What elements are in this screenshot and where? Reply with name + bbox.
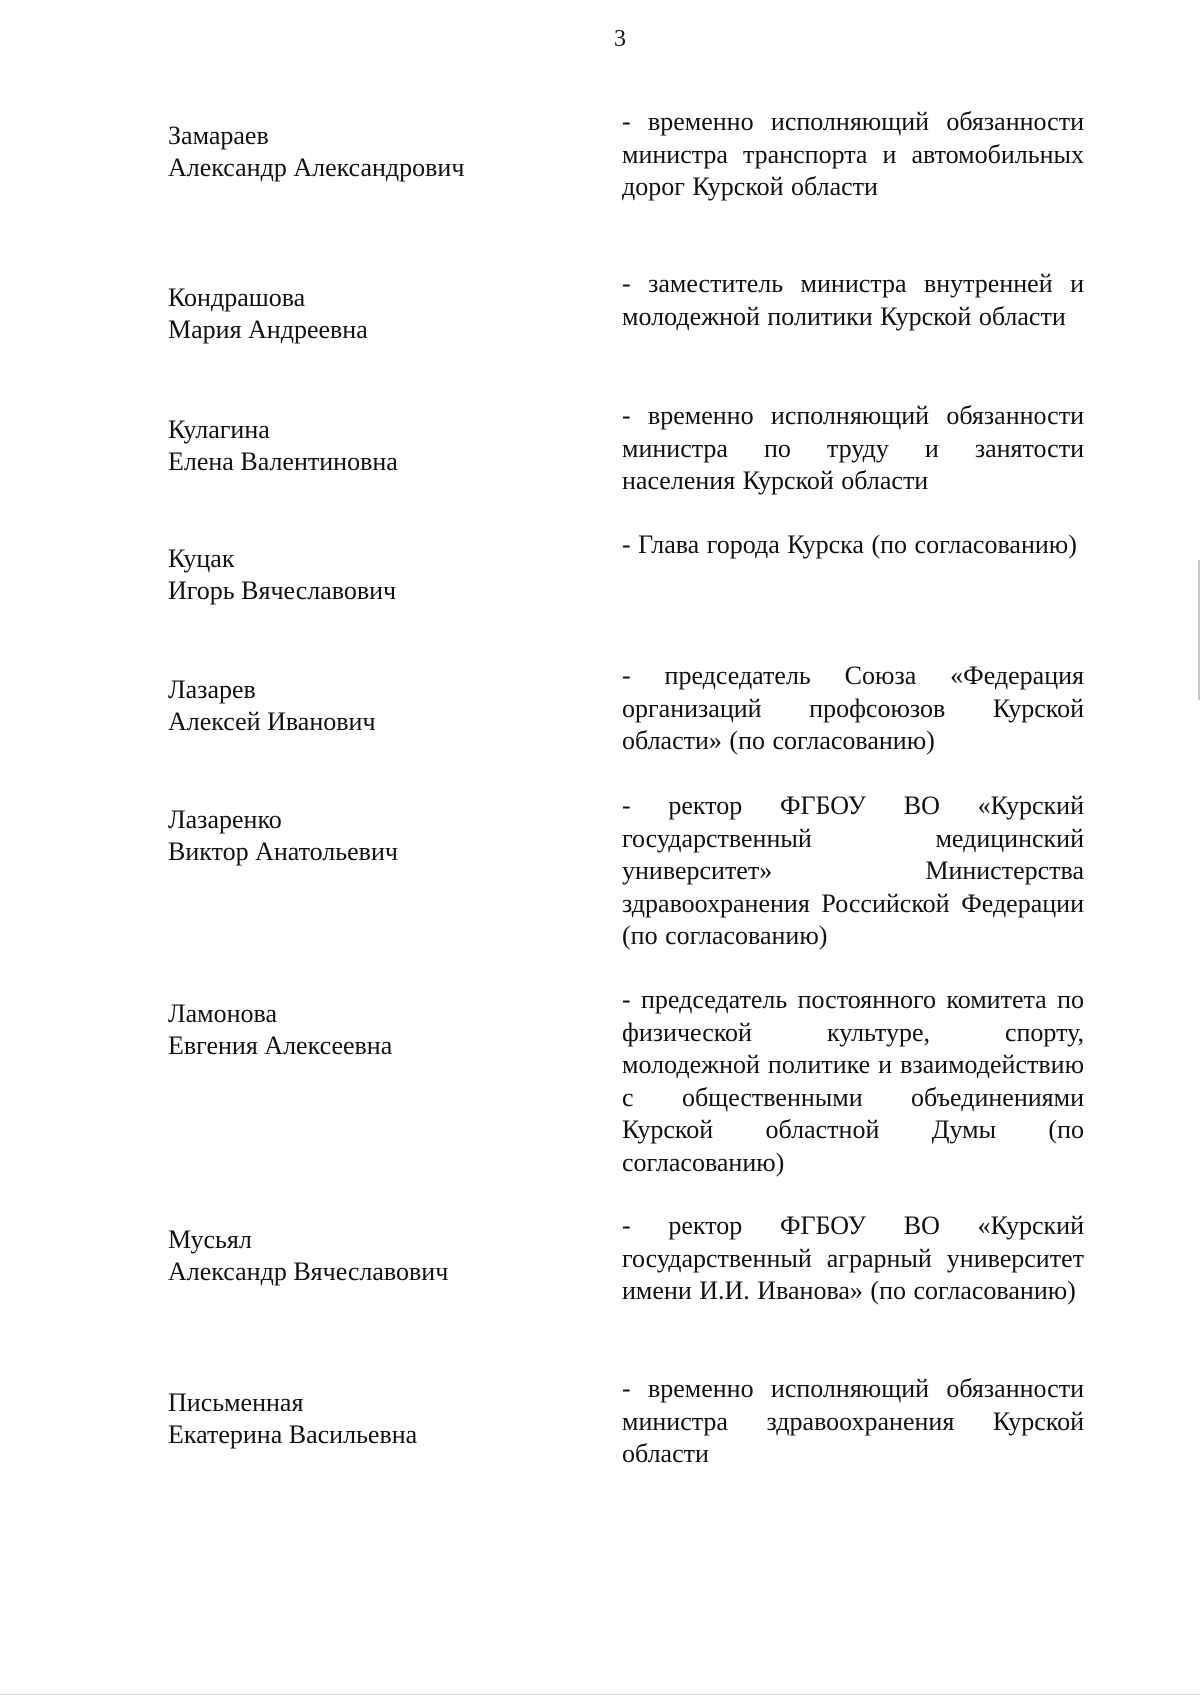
- member-given-names: Александр Вячеславович: [168, 1257, 449, 1286]
- member-position: - председатель Союза «Федерация организаций профсоюзов Курской области» (по согласованию): [622, 661, 1084, 755]
- member-name: [168, 120, 588, 184]
- member-surname: Куцак: [168, 544, 235, 573]
- member-name: [168, 674, 588, 738]
- member-position: - временно исполняющий обязанности министра транспорта и автомобильных дорог Курской области: [622, 107, 1084, 201]
- member-name: [168, 282, 588, 346]
- member-name: [168, 1224, 588, 1288]
- member-given-names: Игорь Вячеславович: [168, 576, 397, 605]
- member-position: - ректор ФГБОУ ВО «Курский государственный аграрный университет имени И.И. Иванова» (по согласованию): [622, 1211, 1084, 1305]
- member-surname: Лазарев: [168, 675, 256, 704]
- member-surname: Кулагина: [168, 415, 270, 444]
- member-name: [168, 804, 588, 868]
- member-given-names: Евгения Алексеевна: [168, 1031, 393, 1060]
- member-surname: Мусьял: [168, 1225, 252, 1254]
- member-surname: Кондрашова: [168, 283, 306, 312]
- member-surname: Письменная: [168, 1388, 304, 1417]
- member-name: [168, 1387, 588, 1451]
- member-surname: Ламонова: [168, 999, 278, 1028]
- member-given-names: Мария Андреевна: [168, 315, 368, 344]
- scan-bottom-rule: [0, 1694, 1200, 1695]
- page-number: 3: [614, 26, 626, 52]
- member-name: [168, 543, 588, 607]
- member-name: [168, 998, 588, 1062]
- member-position: - ректор ФГБОУ ВО «Курский государственный медицинский университет» Министерства здравоохранения Российской Федерации (по согласованию): [622, 791, 1084, 950]
- member-given-names: Виктор Анатольевич: [168, 837, 398, 866]
- member-position: - временно исполняющий обязанности министра здравоохранения Курской области: [622, 1374, 1084, 1468]
- member-surname: Лазаренко: [168, 805, 282, 834]
- member-position: - заместитель министра внутренней и молодежной политики Курской области: [622, 269, 1084, 331]
- member-given-names: Екатерина Васильевна: [168, 1420, 418, 1449]
- member-given-names: Алексей Иванович: [168, 707, 376, 736]
- member-position: - временно исполняющий обязанности министра по труду и занятости населения Курской области: [622, 401, 1084, 495]
- member-name: [168, 414, 588, 478]
- member-given-names: Александр Александрович: [168, 153, 465, 182]
- member-given-names: Елена Валентиновна: [168, 447, 398, 476]
- member-position: - председатель постоянного комитета по физической культуре, спорту, молодежной политике и взаимодействию с общественными объединениями Курской областной Думы (по согласованию): [622, 985, 1084, 1177]
- member-surname: Замараев: [168, 121, 269, 150]
- member-position: - Глава города Курска (по согласованию): [622, 530, 1077, 559]
